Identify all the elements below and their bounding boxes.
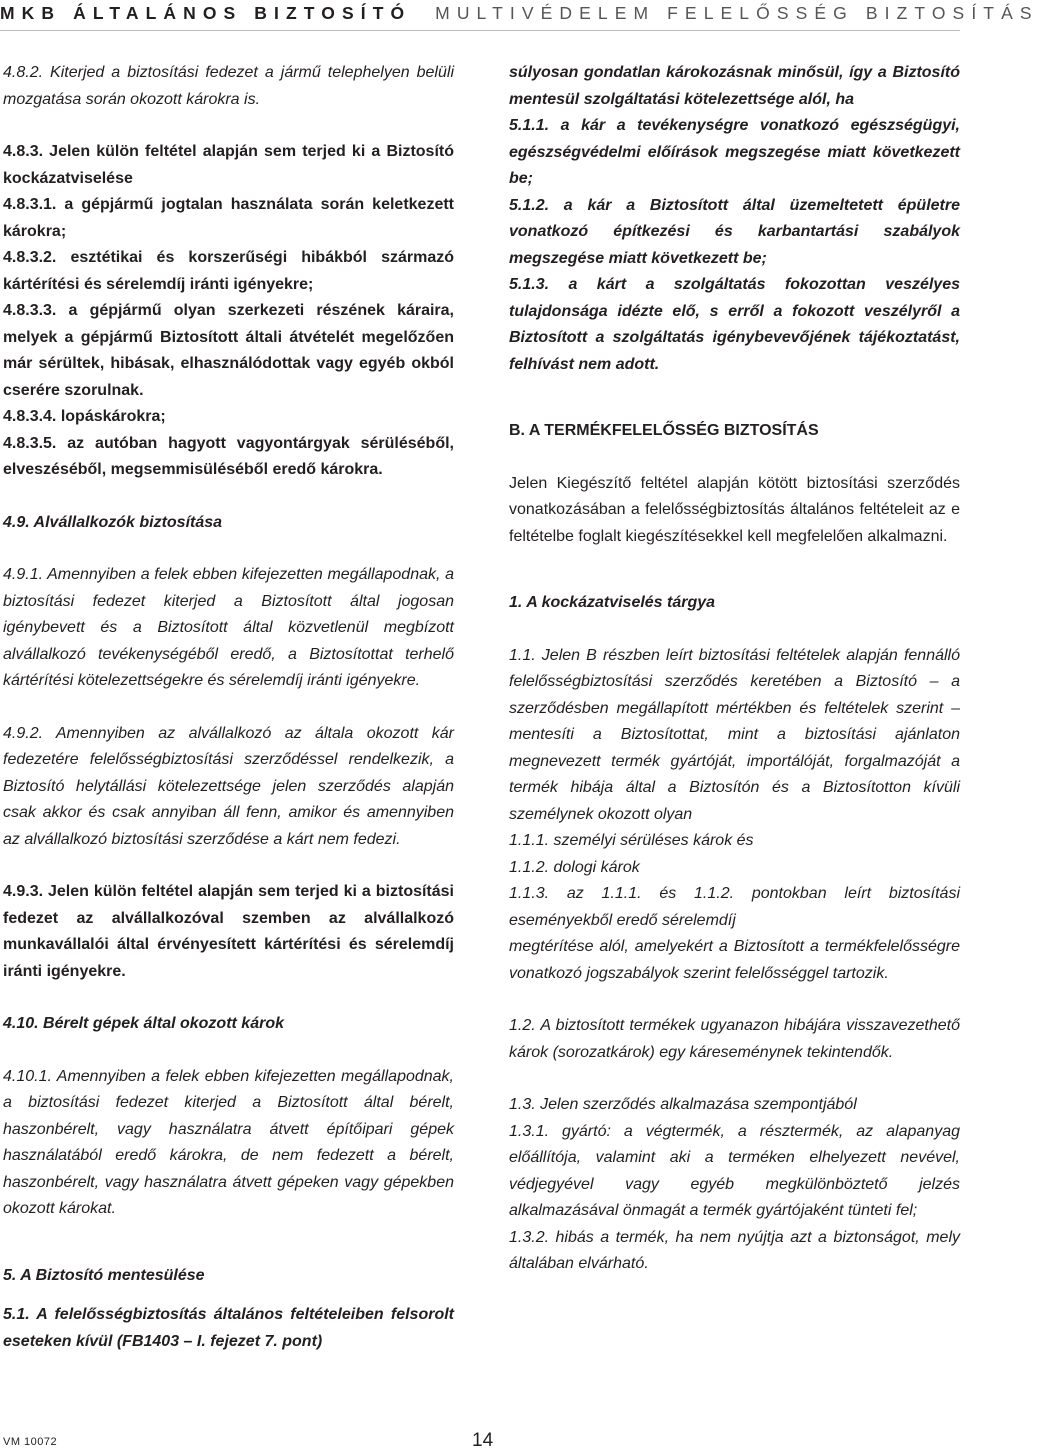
header-rule: [0, 30, 960, 31]
clause-1-1-2: 1.1.2. dologi károk: [509, 858, 640, 876]
clause-5-1: 5.1. A felelősségbiztosítás általános feltételeiben felsorolt eseteken kívül (FB1403 – I. fejezet 7. pont): [3, 1306, 454, 1350]
clause-4-9-2: 4.9.2. Amennyiben az alvállalkozó az általa okozott kár fedezetére felelősségbiztosítási szerződéssel rendelkezik, a Biztosító helytállási kötelezettsége jelen szerződés alapján csak akkor és csak annyiban áll fenn, amikor és amennyiben az alvállalkozó biztosítási szerződése a kárt nem fedezi.: [3, 724, 454, 848]
clause-4-8-3-1: 4.8.3.1. a gépjármű jogtalan használata során keletkezett károkra;: [3, 196, 454, 240]
page-number: 14: [472, 1430, 494, 1451]
clause-1-1-conclusion: megtérítése alól, amelyekért a Biztosított a termékfelelősségre vonatkozó jogszabályok szerint felelősséggel tartozik.: [509, 938, 960, 982]
clause-5-1-1: 5.1.1. a kár a tevékenységre vonatkozó egészségügyi, egészségvédelmi előírások megszegése miatt következett be;: [509, 117, 960, 187]
clause-4-8-3: 4.8.3. Jelen külön feltétel alapján sem terjed ki a Biztosító kockázatviselése: [3, 143, 454, 187]
clause-4-8-3-5: 4.8.3.5. az autóban hagyott vagyontárgyak sérüléséből, elveszéséből, megsemmisüléséből eredő károkra.: [3, 434, 454, 478]
clause-1-1-3: 1.1.3. az 1.1.1. és 1.1.2. pontokban leírt biztosítási eseményekből eredő sérelemdíj: [509, 885, 960, 929]
clause-4-8-3-2: 4.8.3.2. esztétikai és korszerűségi hibákból származó kártérítési és sérelemdíj iránti igényekre;: [3, 249, 454, 293]
clause-1-1: 1.1. Jelen B részben leírt biztosítási feltételek alapján fennálló felelősségbiztosítási szerződés keretében a Biztosító – a szerződésben megállapított mértékben és feltételek szerint – mentesíti a Biztosítottat, mint a biztosítási ajánlaton megnevezett termék gyártóját, importálóját, forgalmazóját a termék hibája által a Biztosítón és a Biztosítotton kívüli személynek okozott olyan: [509, 646, 960, 823]
left-column: [3, 60, 454, 1355]
clause-5-1-3: 5.1.3. a kárt a szolgáltatás fokozottan veszélyes tulajdonsága idézte elő, s erről a fokozott veszélyről a Biztosított a szolgáltatás igénybevevőjének tájékoztatást, felhívást nem adott.: [509, 276, 960, 373]
heading-5: 5. A Biztosító mentesülése: [3, 1266, 205, 1284]
header-title-bold: MKB ÁLTALÁNOS BIZTOSÍTÓ: [0, 3, 412, 23]
clause-1-2: 1.2. A biztosított termékek ugyanazon hibájára visszavezethető károk (sorozatkárok) egy káreseménynek tekintendők.: [509, 1017, 960, 1061]
clause-4-8-2: 4.8.2. Kiterjed a biztosítási fedezet a jármű telephelyen belüli mozgatása során okozott károkra is.: [3, 64, 454, 108]
clause-5-1-cont: súlyosan gondatlan károkozásnak minősül, így a Biztosító mentesül szolgáltatási kötelezettsége alól, ha: [509, 64, 960, 108]
clause-1-1-1: 1.1.1. személyi sérüléses károk és: [509, 832, 754, 849]
heading-1: 1. A kockázatviselés tárgya: [509, 594, 716, 611]
page-header: [0, 0, 1039, 30]
clause-4-8-3-4: 4.8.3.4. lopáskárokra;: [3, 408, 166, 425]
clause-1-3: 1.3. Jelen szerződés alkalmazása szempontjából: [509, 1096, 857, 1113]
right-column: [509, 60, 960, 1278]
clause-4-9-1: 4.9.1. Amennyiben a felek ebben kifejezetten megállapodnak, a biztosítási fedezet kiterjed a Biztosított által jogosan igénybevett és a Biztosított által közvetlenül megbízott alvállalkozó tevékenységéből eredő, a Biztosítottat terhelő kártérítési kötelezettségekre és sérelemdíj iránti igényekre.: [3, 566, 454, 689]
clause-1-3-1: 1.3.1. gyártó: a végtermék, a résztermék, az alapanyag előállítója, valamint aki a terméken elhelyezett nevével, védjegyével vagy egyéb megkülönböztető jelzés alkalmazásával önmagát a termék gyártójaként tünteti fel;: [509, 1122, 960, 1219]
clause-4-10-1: 4.10.1. Amennyiben a felek ebben kifejezetten megállapodnak, a biztosítási fedezet kiterjed a Biztosított által bérelt, haszonbérelt, vagy használatra átvett építőipari gépek használatából eredő károkra, de nem fedezett a bérelt, haszonbérelt, vagy használatra átvett gépeken vagy gépekben okozott károkat.: [3, 1067, 454, 1217]
clause-4-8-3-3: 4.8.3.3. a gépjármű olyan szerkezeti részének káraira, melyek a gépjármű Biztosított általi átvételét megelőzően már sérültek, hibásak, elhasználódottak vagy egyéb okból cserére szorulnak.: [3, 302, 454, 399]
header-title-light: MULTIVÉDELEM FELELŐSSÉG BIZTOSÍTÁS: [435, 3, 1039, 23]
heading-4-10: 4.10. Bérelt gépek által okozott károk: [3, 1015, 284, 1032]
heading-b: B. A TERMÉKFELELŐSSÉG BIZTOSÍTÁS: [509, 422, 819, 439]
clause-4-9-3: 4.9.3. Jelen külön feltétel alapján sem terjed ki a biztosítási fedezet az alvállalkozóval szemben az alvállalkozó munkavállalói által érvényesített kártérítési és sérelemdíj iránti igényekre.: [3, 883, 454, 980]
intro-b: Jelen Kiegészítő feltétel alapján kötött biztosítási szerződés vonatkozásában a felelősségbiztosítás általános feltételeit az e feltételbe foglalt kiegészítésekkel kell megfelelően alkalmazni.: [509, 474, 960, 545]
heading-4-9: 4.9. Alvállalkozók biztosítása: [3, 513, 223, 531]
footer-code: VM 10072: [3, 1436, 58, 1448]
clause-1-3-2: 1.3.2. hibás a termék, ha nem nyújtja azt a biztonságot, mely általában elvárható.: [509, 1228, 960, 1272]
clause-5-1-2: 5.1.2. a kár a Biztosított által üzemeltetett épületre vonatkozó építkezési és karbantartási szabályok megszegése miatt következett be;: [509, 196, 960, 267]
